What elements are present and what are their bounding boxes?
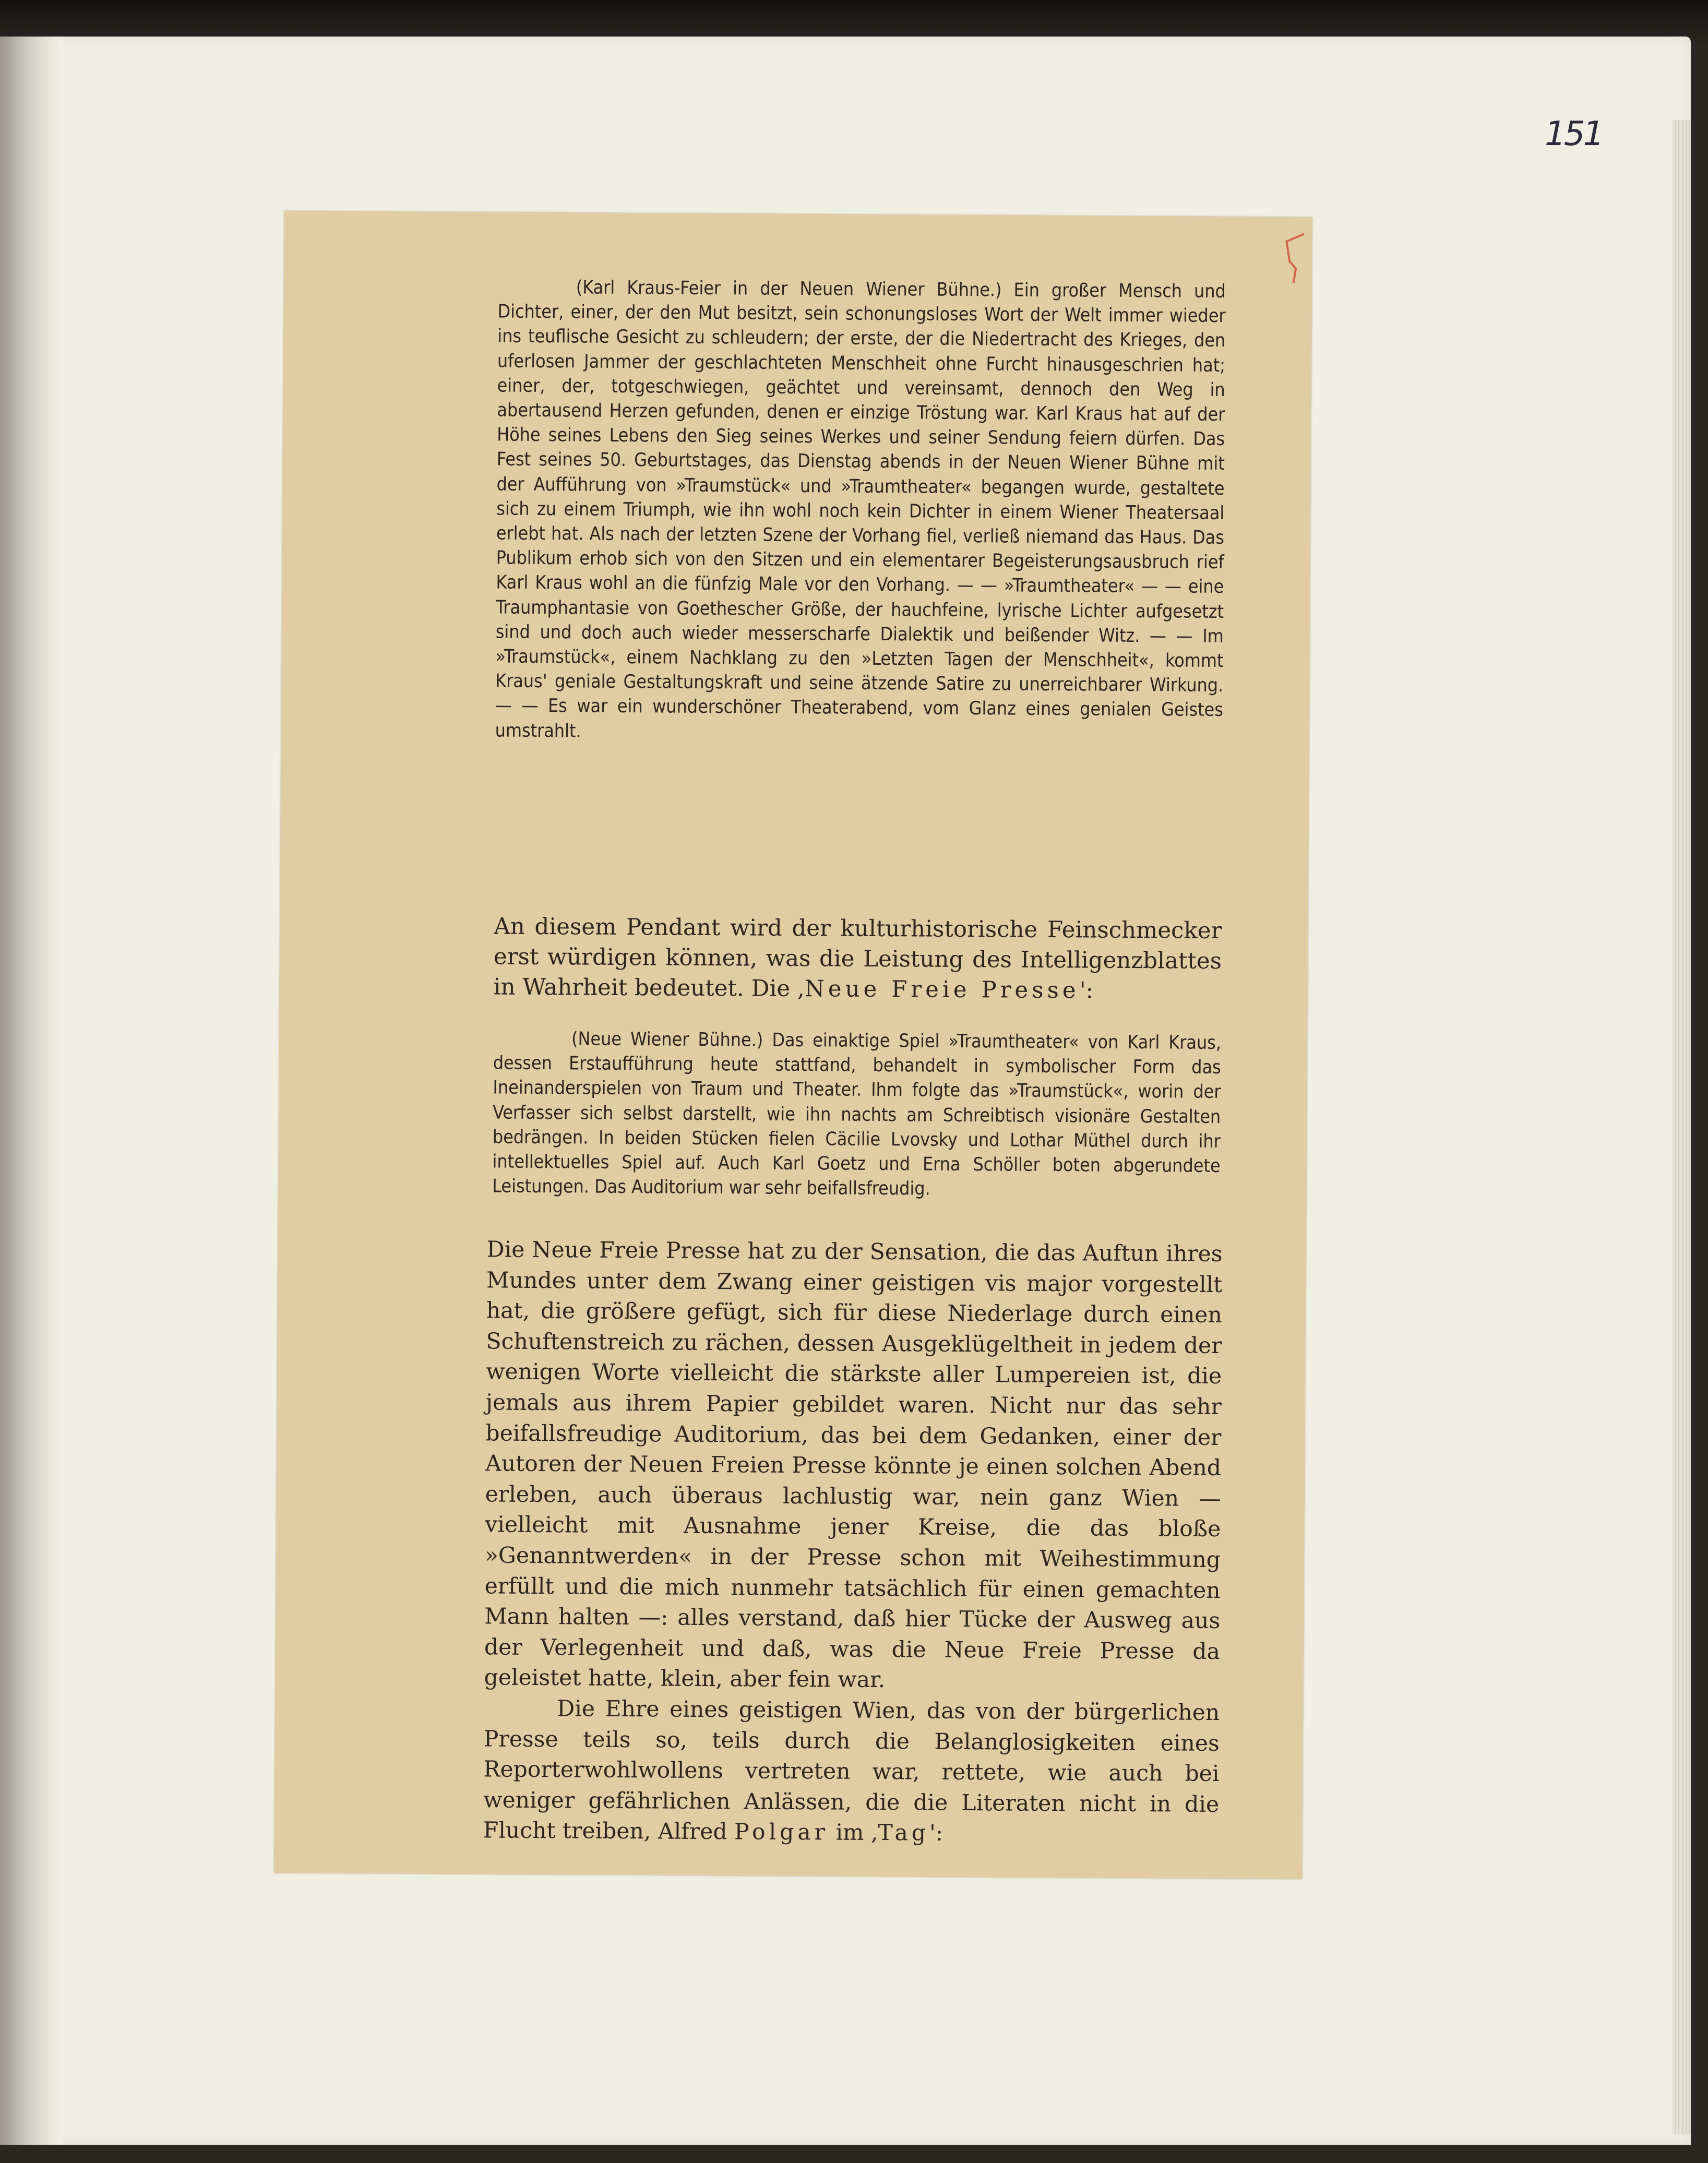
author-name: Polgar bbox=[734, 1819, 829, 1846]
commentary-body bbox=[483, 1235, 1223, 1850]
commentary-paragraph bbox=[493, 911, 1222, 1007]
body-paragraph-2 bbox=[483, 1693, 1220, 1851]
newspaper-clipping bbox=[274, 211, 1312, 1879]
article-karl-kraus-feier bbox=[495, 275, 1226, 747]
quote-paragraph: (Neue Wiener Bühne.) Das einaktige Spiel »Traumtheater« von Karl Kraus, dessen Erstaufführung heute stattfand, behandelt in symbolischer Form das Ineinanderspielen von Traum und Theater. Ihm folgte das »Traumstück«, worin der Verfasser sich selbst darstellt, wie ihn nachts am Schreibtisch visionäre Gestalten bedrängen. In beiden Stücken fielen Cäcilie Lvovsky und Lothar Müthel durch ihr intellektuelles Spiel auf. Auch Karl Goetz und Erna Schöller boten abgerundete Leistungen. Das Auditorium war sehr beifallsfreudig. bbox=[492, 1028, 1222, 1200]
newspaper-name: Neue Freie Presse bbox=[804, 976, 1080, 1004]
page-number: 151 bbox=[1545, 115, 1603, 153]
intro-text: An diesem Pendant wird der kulturhistorische Feinschmecker erst würdigen können, was die Leistung des Intelligenzblattes in Wahrheit bedeutet. Die , bbox=[493, 913, 1222, 1002]
article-paragraph: (Karl Kraus-Feier in der Neuen Wiener Bühne.) Ein großer Mensch und Dichter, einer, der den Mut besitzt, sein schonungsloses Wort der Welt immer wieder ins teuflische Gesicht zu schleudern; der erste, der die Niedertracht des Krieges, den uferlosen Jammer der geschlachteten Menschheit ohne Furcht hinausgeschrien hat; einer, der, totgeschwiegen, geächtet und vereinsamt, dennoch den Weg in abertausend Herzen gefunden, denen er einzige Tröstung war. Karl Kraus hat auf der Höhe seines Lebens den Sieg seines Werkes und seiner Sendung feiern dürfen. Das Fest seines 50. Geburtstages, das Dienstag abends in der Neuen Wiener Bühne mit der Aufführung von »Traumstück« und »Traumtheater« begangen wurde, gestaltete sich zu einem Triumph, wie ihn wohl noch kein Dichter in einem Wiener Theatersaal erlebt hat. Als nach der letzten Szene der Vorhang fiel, verließ niemand das Haus. Das Publikum erhob sich von den Sitzen und ein elementarer Begeisterungsausbruch rief Karl Kraus wohl an die fünfzig Male vor den Vorhang. — — »Traumtheater« — — eine Traumphantasie von Goethescher Größe, der hauchfeine, lyrische Lichter aufgesetzt sind und doch auch wieder messerscharfe Dialektik und beißender Witz. — — Im »Traumstück«, einem Nachklang zu den »Letzten Tagen der Menschheit«, kommt Kraus' geniale Gestaltungskraft und seine ätzende Satire zu unerreichbarer Wirkung. — — Es war ein wunderschöner Theaterabend, vom Glanz eines genialen Geistes umstrahlt. bbox=[495, 277, 1226, 742]
intro-tail: ': bbox=[1079, 977, 1094, 1004]
red-pencil-mark bbox=[1278, 230, 1310, 288]
body-text: Die Ehre eines geistigen Wien, das von der bürgerlichen Presse teils so, teils durch die Belanglosigkeiten eines Reporterwohlwollens vertreten war, rettete, wie auch bei weniger gefährlichen Anlässen, die die Literaten nicht in die Flucht treiben, Alfred bbox=[483, 1696, 1220, 1845]
quote-neue-freie-presse bbox=[492, 1026, 1221, 1203]
body-tail: im , bbox=[828, 1820, 878, 1846]
body-paragraph-1: Die Neue Freie Presse hat zu der Sensation, die das Auftun ihres Mundes unter dem Zwang einer geistigen vis major vorgestellt hat, die größere gefügt, sich für diese Niederlage durch einen Schuftenstreich zu rächen, dessen Ausgeklügeltheit in jedem der wenigen Worte vielleicht die stärkste aller Lumpereien ist, die jemals aus ihrem Papier gebildet waren. Nicht nur das sehr beifallsfreudige Auditorium, das bei dem Gedanken, einer der Autoren der Neuen Freien Presse könnte je einen solchen Abend erleben, auch überaus lachlustig war, nein ganz Wien — vielleicht mit Ausnahme jener Kreise, die das bloße »Genanntwerden« in der Presse schon mit Weihestimmung erfüllt und die mich nunmehr tatsächlich für einen gemachten Mann halten —: alles verstand, daß hier Tücke der Ausweg aus der Verlegenheit und daß, was die Neue Freie Presse da geleistet hatte, klein, aber fein war. bbox=[484, 1237, 1223, 1693]
book-binding bbox=[0, 37, 63, 2145]
commentary-intro bbox=[493, 911, 1222, 1007]
body-end: ': bbox=[929, 1820, 943, 1847]
paper-name: Tag bbox=[878, 1820, 930, 1846]
page-edges bbox=[1672, 120, 1691, 2134]
